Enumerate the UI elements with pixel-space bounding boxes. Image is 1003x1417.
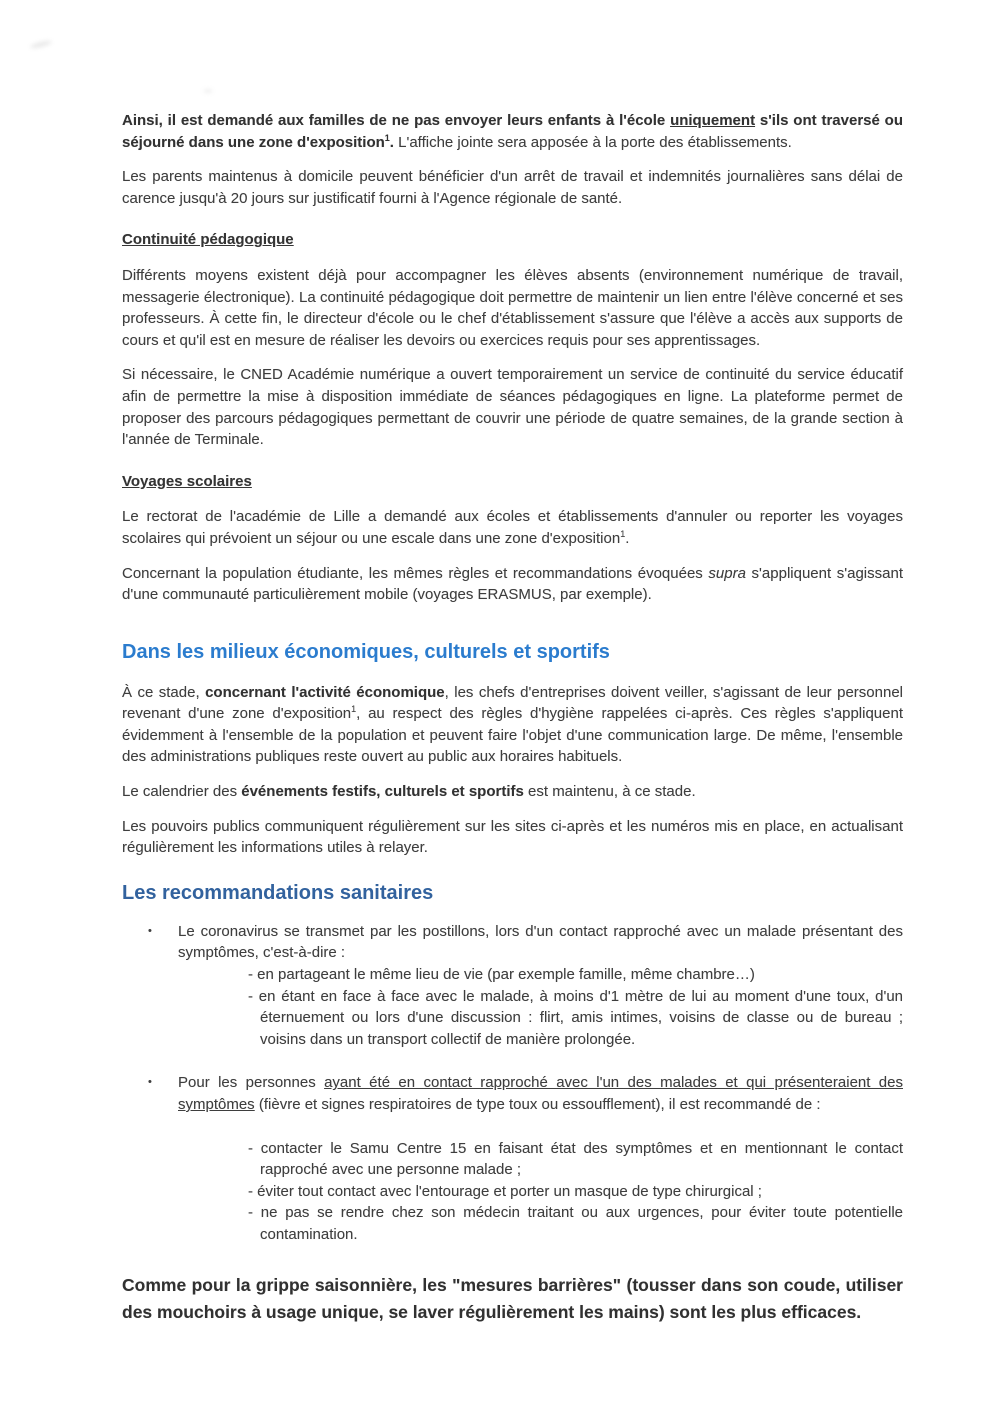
footnote-ref: 1 xyxy=(620,528,626,539)
text-segment: Le rectorat de l'académie de Lille a demandé aux écoles et établissements d'annuler ou reporter les voyages scolaires qui prévoient un séjour ou une escale dans une zone d'exposition xyxy=(122,508,903,547)
bullet-transmission xyxy=(122,921,903,1051)
dash-item-masque: - éviter tout contact avec l'entourage et porter un masque de type chirurgical ; xyxy=(248,1182,762,1200)
paragraph-pouvoirs-publics: Les pouvoirs publics communiquent régulièrement sur les sites ci-après et les numéros mis en place, en actualisant régulièrement les informations utiles à relayer. xyxy=(122,817,903,857)
bullet-icon: • xyxy=(148,924,152,937)
dash-item-lieu-de-vie: - en partageant le même lieu de vie (par exemple famille, même chambre…) xyxy=(248,966,755,984)
dash-item-medecin: - ne pas se rendre chez son médecin traitant ou aux urgences, pour éviter toute potentielle contamination. xyxy=(248,1204,903,1243)
text-segment: Concernant la population étudiante, les mêmes règles et recommandations évoquées xyxy=(122,564,709,582)
scan-smudge xyxy=(203,89,213,93)
bullet-contact-rapproche xyxy=(122,1072,903,1245)
paragraph-cned: Si nécessaire, le CNED Académie numérique a ouvert temporairement un service de continuité du service éducatif afin de permettre la mise à disposition immédiate de séances pédagogiques en ligne. La plateforme permet de proposer des parcours pédagogiques permettant de couvrir une période de quatre semaines, de la grande section à l'année de Terminale. xyxy=(122,366,903,449)
text-segment: Pour les personnes xyxy=(178,1074,325,1092)
text-segment-underlined: ayant été en contact rapproché avec l'un des malades et qui présenteraient des symptômes xyxy=(178,1074,903,1113)
paragraph-activite-economique xyxy=(122,682,903,768)
paragraph-mesures-barrieres: Comme pour la grippe saisonnière, les "mesures barrières" (tousser dans son coude, utiliser des mouchoirs à usage unique, se laver régulièrement les mains) sont les plus efficaces. xyxy=(122,1274,903,1322)
dash-item-face-a-face: - en étant en face à face avec le malade, à moins d'1 mètre de lui au moment d'une toux, d'un éternuement ou lors d'une discussion : flirt, amis intimes, voisins de classe ou de bureau ; voisins dans un transport collectif de manière prolongée. xyxy=(248,987,903,1048)
text-segment: Ainsi, il est demandé aux familles de ne pas envoyer leurs enfants à l'école xyxy=(122,112,671,129)
text-segment: À ce stade, xyxy=(122,683,206,701)
bullet-contact-intro xyxy=(178,1072,903,1115)
text-segment: s'ils ont traversé ou séjourné dans une zone d'exposition xyxy=(122,112,903,151)
heading-milieux-economiques: Dans les milieux économiques, culturels et sportifs xyxy=(122,640,610,663)
bullet-contact-details xyxy=(178,1138,903,1246)
paragraph-population-etudiante xyxy=(122,563,903,606)
footnote-ref: 1 xyxy=(351,704,357,715)
document-page xyxy=(122,110,903,1339)
bullet-transmission-intro: Le coronavirus se transmet par les postillons, lors d'un contact rapproché avec un malade présentant des symptômes, c'est-à-dire : xyxy=(178,922,903,962)
paragraph-parents: Les parents maintenus à domicile peuvent bénéficier d'un arrêt de travail et indemnités journalières sans délai de carence jusqu'à 20 jours sur justificatif fourni à l'Agence régionale de santé. xyxy=(122,168,903,207)
bullet-transmission-details xyxy=(178,964,903,1050)
text-segment: s'appliquent s'agissant d'une communauté particulièrement mobile (voyages ERASMUS, par exemple). xyxy=(122,564,903,604)
text-segment: . xyxy=(625,529,630,547)
text-segment: . xyxy=(389,133,394,151)
text-segment: est maintenu, à ce stade. xyxy=(523,783,696,801)
text-segment: (fièvre et signes respiratoires de type toux ou essoufflement), il est recommandé de : xyxy=(254,1096,821,1113)
paragraph-rectorat xyxy=(122,506,903,549)
paragraph-calendrier xyxy=(122,781,903,803)
bullet-icon: • xyxy=(148,1076,152,1089)
heading-recommandations-sanitaires: Les recommandations sanitaires xyxy=(122,881,434,904)
dash-item-samu: - contacter le Samu Centre 15 en faisant état des symptômes et en mentionnant le contact rapproché avec une personne malade ; xyxy=(248,1139,903,1179)
paragraph-differents-moyens: Différents moyens existent déjà pour accompagner les élèves absents (environnement numérique de travail, messagerie électronique). La continuité pédagogique doit permettre de maintenir un lien entre l'élève concerné et ses professeurs. À cette fin, le directeur d'école ou le chef d'établissement s'assure que l'élève a accès aux supports de cours et qu'il est en mesure de réaliser les devoirs ou exercices requis pour ses apprentissages. xyxy=(122,266,903,349)
paragraph-ainsi xyxy=(122,110,903,153)
text-segment: , au respect des règles d'hygiène rappelées ci-après. Ces règles s'appliquent évidemment à l'ensemble de la population et peuvent faire l'objet d'une communication large. De même, l'ensemble des administrations publiques reste ouvert au public aux horaires habituels. xyxy=(122,705,903,766)
text-segment-italic: supra xyxy=(708,564,746,582)
scan-smudge xyxy=(30,39,53,49)
footnote-ref: 1 xyxy=(384,132,390,143)
text-segment-bold: événements festifs, culturels et sportifs xyxy=(241,783,524,801)
text-segment-bold: concernant l'activité économique xyxy=(205,683,445,701)
text-segment: L'affiche jointe sera apposée à la porte des établissements. xyxy=(393,133,792,151)
text-segment: , les chefs d'entreprises doivent veiller, s'agissant de leur personnel revenant d'une zone d'exposition xyxy=(122,683,904,723)
text-segment-underlined: uniquement xyxy=(670,112,756,129)
subheading-voyages-scolaires: Voyages scolaires xyxy=(122,472,252,490)
subheading-continuite-pedagogique: Continuité pédagogique xyxy=(122,231,294,249)
text-segment: Le calendrier des xyxy=(122,783,242,801)
